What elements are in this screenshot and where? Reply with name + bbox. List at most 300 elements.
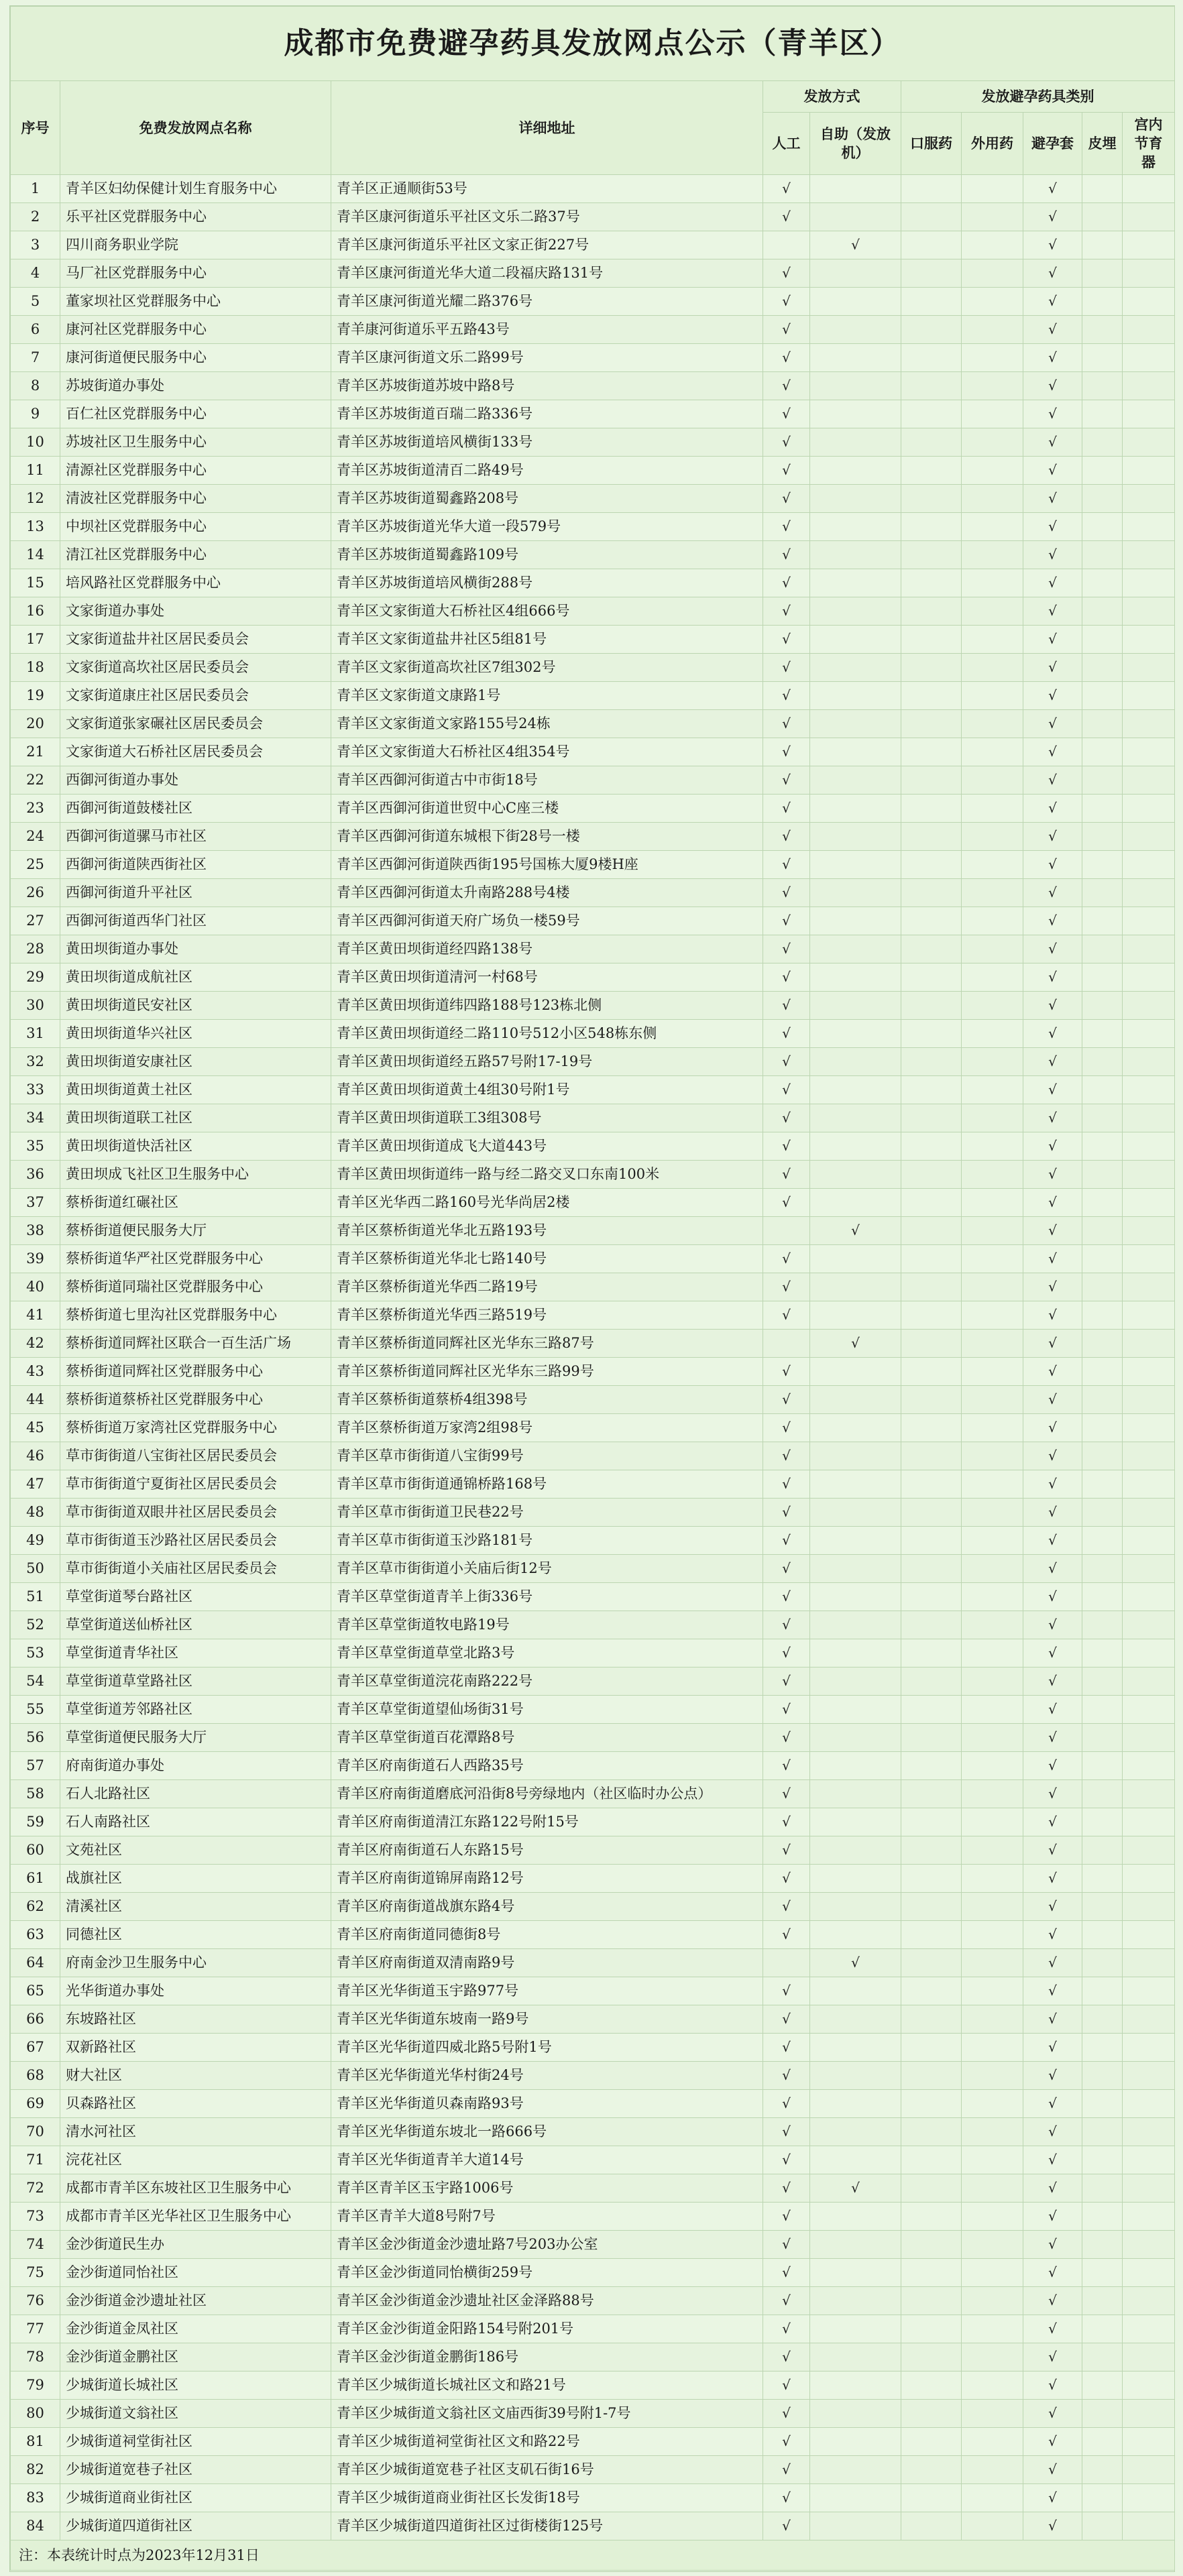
- row-self-service-check: [810, 935, 901, 963]
- row-name: 少城街道宽巷子社区: [60, 2456, 331, 2484]
- row-manual-check: √: [763, 344, 810, 372]
- row-index: 64: [11, 1949, 60, 1977]
- row-self-service-check: [810, 823, 901, 851]
- row-index: 72: [11, 2174, 60, 2203]
- table-row: [11, 1442, 1175, 1470]
- table-row: [11, 1076, 1175, 1104]
- distribution-points-table: [10, 6, 1175, 2571]
- table-row: [11, 2118, 1175, 2146]
- row-condom-check: √: [1023, 2259, 1082, 2287]
- row-iud-check: [1123, 1527, 1175, 1555]
- row-condom-check: √: [1023, 203, 1082, 231]
- row-self-service-check: [810, 1161, 901, 1189]
- row-name: 黄田坝成飞社区卫生服务中心: [60, 1161, 331, 1189]
- row-condom-check: √: [1023, 259, 1082, 288]
- row-name: 清溪社区: [60, 1893, 331, 1921]
- row-self-service-check: [810, 597, 901, 626]
- row-self-service-check: [810, 1836, 901, 1865]
- row-self-service-check: √: [810, 2174, 901, 2203]
- row-oral-check: [901, 1499, 962, 1527]
- row-manual-check: [763, 1330, 810, 1358]
- row-condom-check: √: [1023, 1921, 1082, 1949]
- header-name: 免费发放网点名称: [60, 81, 331, 175]
- row-oral-check: [901, 259, 962, 288]
- row-condom-check: √: [1023, 1499, 1082, 1527]
- row-external-check: [962, 992, 1023, 1020]
- row-address: 青羊区黄田坝街道清河一村68号: [331, 963, 763, 992]
- table-row: [11, 513, 1175, 541]
- row-condom-check: √: [1023, 907, 1082, 935]
- row-address: 青羊区西御河街道世贸中心C座三楼: [331, 795, 763, 823]
- row-self-service-check: [810, 1048, 901, 1076]
- row-implant-check: [1082, 1667, 1123, 1696]
- row-manual-check: √: [763, 851, 810, 879]
- row-manual-check: √: [763, 1161, 810, 1189]
- row-name: 草市街街道双眼井社区居民委员会: [60, 1499, 331, 1527]
- row-external-check: [962, 1414, 1023, 1442]
- row-name: 西御河街道骡马市社区: [60, 823, 331, 851]
- row-self-service-check: [810, 2034, 901, 2062]
- row-manual-check: √: [763, 1977, 810, 2005]
- row-implant-check: [1082, 1470, 1123, 1499]
- row-oral-check: [901, 231, 962, 259]
- row-oral-check: [901, 626, 962, 654]
- row-external-check: [962, 2203, 1023, 2231]
- row-implant-check: [1082, 1104, 1123, 1132]
- row-index: 38: [11, 1217, 60, 1245]
- row-condom-check: √: [1023, 851, 1082, 879]
- row-condom-check: √: [1023, 2512, 1082, 2540]
- row-address: 青羊区草堂街道百花潭路8号: [331, 1724, 763, 1752]
- row-external-check: [962, 1245, 1023, 1273]
- row-condom-check: √: [1023, 2456, 1082, 2484]
- row-implant-check: [1082, 1245, 1123, 1273]
- row-manual-check: √: [763, 1639, 810, 1667]
- row-iud-check: [1123, 795, 1175, 823]
- row-oral-check: [901, 541, 962, 569]
- row-external-check: [962, 1780, 1023, 1808]
- row-manual-check: √: [763, 1414, 810, 1442]
- row-index: 83: [11, 2484, 60, 2512]
- row-index: 20: [11, 710, 60, 738]
- row-address: 青羊区西御河街道天府广场负一楼59号: [331, 907, 763, 935]
- row-name: 少城街道祠堂街社区: [60, 2428, 331, 2456]
- row-index: 16: [11, 597, 60, 626]
- row-index: 65: [11, 1977, 60, 2005]
- row-oral-check: [901, 597, 962, 626]
- row-address: 青羊区黄田坝街道黄土4组30号附1号: [331, 1076, 763, 1104]
- row-external-check: [962, 316, 1023, 344]
- row-address: 青羊区金沙街道金沙遗址路7号203办公室: [331, 2231, 763, 2259]
- row-self-service-check: [810, 992, 901, 1020]
- row-external-check: [962, 288, 1023, 316]
- row-external-check: [962, 851, 1023, 879]
- row-implant-check: [1082, 1499, 1123, 1527]
- row-condom-check: √: [1023, 1132, 1082, 1161]
- row-implant-check: [1082, 2174, 1123, 2203]
- row-condom-check: √: [1023, 879, 1082, 907]
- row-external-check: [962, 2428, 1023, 2456]
- row-name: 草市街街道小关庙社区居民委员会: [60, 1555, 331, 1583]
- row-address: 青羊区草市街街道玉沙路181号: [331, 1527, 763, 1555]
- row-condom-check: √: [1023, 2118, 1082, 2146]
- row-iud-check: [1123, 428, 1175, 457]
- row-iud-check: [1123, 288, 1175, 316]
- row-oral-check: [901, 654, 962, 682]
- row-implant-check: [1082, 1865, 1123, 1893]
- row-oral-check: [901, 1076, 962, 1104]
- row-manual-check: √: [763, 2062, 810, 2090]
- row-name: 府南街道办事处: [60, 1752, 331, 1780]
- row-iud-check: [1123, 1611, 1175, 1639]
- row-index: 68: [11, 2062, 60, 2090]
- row-implant-check: [1082, 879, 1123, 907]
- row-self-service-check: [810, 738, 901, 766]
- header-oral: 口服药: [901, 113, 962, 175]
- row-name: 蔡桥街道华严社区党群服务中心: [60, 1245, 331, 1273]
- row-iud-check: [1123, 2287, 1175, 2315]
- row-oral-check: [901, 2034, 962, 2062]
- row-iud-check: [1123, 2005, 1175, 2034]
- row-name: 黄田坝街道成航社区: [60, 963, 331, 992]
- row-manual-check: √: [763, 1893, 810, 1921]
- row-condom-check: √: [1023, 2203, 1082, 2231]
- row-self-service-check: [810, 1611, 901, 1639]
- row-address: 青羊区康河街道光耀二路376号: [331, 288, 763, 316]
- row-manual-check: √: [763, 2259, 810, 2287]
- row-manual-check: √: [763, 823, 810, 851]
- row-address: 青羊区光华西二路160号光华尚居2楼: [331, 1189, 763, 1217]
- row-self-service-check: [810, 288, 901, 316]
- row-condom-check: √: [1023, 2315, 1082, 2343]
- row-iud-check: [1123, 203, 1175, 231]
- page-title: 成都市免费避孕药具发放网点公示（青羊区）: [11, 7, 1175, 81]
- row-manual-check: √: [763, 1358, 810, 1386]
- row-index: 52: [11, 1611, 60, 1639]
- row-index: 47: [11, 1470, 60, 1499]
- row-condom-check: √: [1023, 1555, 1082, 1583]
- row-condom-check: √: [1023, 2090, 1082, 2118]
- row-oral-check: [901, 2456, 962, 2484]
- row-self-service-check: [810, 400, 901, 428]
- row-index: 5: [11, 288, 60, 316]
- row-index: 55: [11, 1696, 60, 1724]
- row-implant-check: [1082, 2146, 1123, 2174]
- row-implant-check: [1082, 2118, 1123, 2146]
- row-manual-check: √: [763, 879, 810, 907]
- row-external-check: [962, 1583, 1023, 1611]
- row-self-service-check: [810, 1386, 901, 1414]
- row-name: 金沙街道金沙遗址社区: [60, 2287, 331, 2315]
- row-name: 文家街道张家碾社区居民委员会: [60, 710, 331, 738]
- row-self-service-check: [810, 428, 901, 457]
- row-iud-check: [1123, 1273, 1175, 1301]
- row-external-check: [962, 710, 1023, 738]
- row-index: 34: [11, 1104, 60, 1132]
- row-implant-check: [1082, 175, 1123, 203]
- table-row: [11, 1836, 1175, 1865]
- row-name: 文家街道康庄社区居民委员会: [60, 682, 331, 710]
- row-self-service-check: [810, 682, 901, 710]
- table-row: [11, 738, 1175, 766]
- row-iud-check: [1123, 935, 1175, 963]
- table-row: [11, 1104, 1175, 1132]
- row-index: 69: [11, 2090, 60, 2118]
- row-external-check: [962, 2484, 1023, 2512]
- row-iud-check: [1123, 597, 1175, 626]
- row-external-check: [962, 2287, 1023, 2315]
- row-address: 青羊区苏坡街道清百二路49号: [331, 457, 763, 485]
- row-external-check: [962, 1696, 1023, 1724]
- row-implant-check: [1082, 992, 1123, 1020]
- row-condom-check: √: [1023, 1949, 1082, 1977]
- row-name: 西御河街道办事处: [60, 766, 331, 795]
- row-condom-check: √: [1023, 1048, 1082, 1076]
- row-iud-check: [1123, 1076, 1175, 1104]
- row-iud-check: [1123, 2512, 1175, 2540]
- row-implant-check: [1082, 259, 1123, 288]
- row-address: 青羊区草堂街道浣花南路222号: [331, 1667, 763, 1696]
- row-condom-check: √: [1023, 457, 1082, 485]
- row-external-check: [962, 2315, 1023, 2343]
- row-manual-check: √: [763, 738, 810, 766]
- table-row: [11, 231, 1175, 259]
- row-oral-check: [901, 2484, 962, 2512]
- row-external-check: [962, 823, 1023, 851]
- row-index: 76: [11, 2287, 60, 2315]
- row-address: 青羊区府南街道石人东路15号: [331, 1836, 763, 1865]
- row-iud-check: [1123, 1414, 1175, 1442]
- row-implant-check: [1082, 428, 1123, 457]
- row-self-service-check: [810, 2090, 901, 2118]
- row-manual-check: √: [763, 2428, 810, 2456]
- row-external-check: [962, 2372, 1023, 2400]
- row-manual-check: √: [763, 2174, 810, 2203]
- row-iud-check: [1123, 2231, 1175, 2259]
- row-self-service-check: [810, 2118, 901, 2146]
- row-self-service-check: [810, 2231, 901, 2259]
- row-oral-check: [901, 1245, 962, 1273]
- row-implant-check: [1082, 1527, 1123, 1555]
- row-implant-check: [1082, 963, 1123, 992]
- table-row: [11, 597, 1175, 626]
- row-address: 青羊区蔡桥街道光华西二路19号: [331, 1273, 763, 1301]
- row-self-service-check: [810, 1865, 901, 1893]
- row-index: 62: [11, 1893, 60, 1921]
- row-condom-check: √: [1023, 795, 1082, 823]
- row-name: 草堂街道青华社区: [60, 1639, 331, 1667]
- row-iud-check: [1123, 400, 1175, 428]
- row-self-service-check: [810, 1104, 901, 1132]
- row-index: 11: [11, 457, 60, 485]
- row-address: 青羊区黄田坝街道纬一路与经二路交叉口东南100米: [331, 1161, 763, 1189]
- row-external-check: [962, 1977, 1023, 2005]
- row-self-service-check: [810, 654, 901, 682]
- row-address: 青羊区府南街道石人西路35号: [331, 1752, 763, 1780]
- row-self-service-check: [810, 1273, 901, 1301]
- table-row: [11, 1470, 1175, 1499]
- row-condom-check: √: [1023, 1639, 1082, 1667]
- row-name: 乐平社区党群服务中心: [60, 203, 331, 231]
- table-row: [11, 569, 1175, 597]
- row-manual-check: √: [763, 1273, 810, 1301]
- row-address: 青羊区草堂街道望仙场街31号: [331, 1696, 763, 1724]
- row-self-service-check: [810, 1132, 901, 1161]
- row-index: 44: [11, 1386, 60, 1414]
- row-address: 青羊区草堂街道草堂北路3号: [331, 1639, 763, 1667]
- row-oral-check: [901, 2203, 962, 2231]
- row-index: 42: [11, 1330, 60, 1358]
- row-external-check: [962, 963, 1023, 992]
- row-external-check: [962, 1076, 1023, 1104]
- row-name: 清源社区党群服务中心: [60, 457, 331, 485]
- row-implant-check: [1082, 1189, 1123, 1217]
- row-self-service-check: [810, 541, 901, 569]
- row-external-check: [962, 428, 1023, 457]
- row-oral-check: [901, 1358, 962, 1386]
- row-external-check: [962, 1104, 1023, 1132]
- row-name: 康河街道便民服务中心: [60, 344, 331, 372]
- row-iud-check: [1123, 457, 1175, 485]
- row-name: 成都市青羊区东坡社区卫生服务中心: [60, 2174, 331, 2203]
- row-external-check: [962, 1499, 1023, 1527]
- row-oral-check: [901, 1386, 962, 1414]
- row-address: 青羊区康河街道文乐二路99号: [331, 344, 763, 372]
- row-address: 青羊区府南街道战旗东路4号: [331, 1893, 763, 1921]
- row-oral-check: [901, 1132, 962, 1161]
- row-index: 15: [11, 569, 60, 597]
- row-index: 26: [11, 879, 60, 907]
- row-condom-check: √: [1023, 1161, 1082, 1189]
- row-implant-check: [1082, 1611, 1123, 1639]
- table-row: [11, 851, 1175, 879]
- row-address: 青羊区苏坡街道培风横街133号: [331, 428, 763, 457]
- row-iud-check: [1123, 2090, 1175, 2118]
- row-self-service-check: √: [810, 231, 901, 259]
- row-self-service-check: [810, 2456, 901, 2484]
- row-implant-check: [1082, 400, 1123, 428]
- row-self-service-check: [810, 1245, 901, 1273]
- row-name: 光华街道办事处: [60, 1977, 331, 2005]
- row-condom-check: √: [1023, 710, 1082, 738]
- row-self-service-check: [810, 1301, 901, 1330]
- row-condom-check: √: [1023, 2146, 1082, 2174]
- row-condom-check: √: [1023, 1189, 1082, 1217]
- row-address: 青羊区文家街道盐井社区5组81号: [331, 626, 763, 654]
- row-implant-check: [1082, 1921, 1123, 1949]
- row-oral-check: [901, 1442, 962, 1470]
- row-external-check: [962, 2005, 1023, 2034]
- row-implant-check: [1082, 597, 1123, 626]
- row-iud-check: [1123, 316, 1175, 344]
- row-implant-check: [1082, 541, 1123, 569]
- row-index: 48: [11, 1499, 60, 1527]
- row-manual-check: √: [763, 541, 810, 569]
- row-oral-check: [901, 1583, 962, 1611]
- table-row: [11, 1724, 1175, 1752]
- row-self-service-check: [810, 1020, 901, 1048]
- row-address: 青羊区蔡桥街道光华西三路519号: [331, 1301, 763, 1330]
- row-condom-check: √: [1023, 992, 1082, 1020]
- row-self-service-check: [810, 795, 901, 823]
- row-implant-check: [1082, 1048, 1123, 1076]
- row-implant-check: [1082, 1330, 1123, 1358]
- row-condom-check: √: [1023, 2174, 1082, 2203]
- row-oral-check: [901, 1330, 962, 1358]
- row-manual-check: √: [763, 1499, 810, 1527]
- row-address: 青羊区黄田坝街道联工3组308号: [331, 1104, 763, 1132]
- row-condom-check: √: [1023, 2231, 1082, 2259]
- header-index: 序号: [11, 81, 60, 175]
- row-address: 青羊区康河街道乐平社区文家正街227号: [331, 231, 763, 259]
- row-iud-check: [1123, 2456, 1175, 2484]
- row-external-check: [962, 231, 1023, 259]
- table-row: [11, 766, 1175, 795]
- row-address: 青羊区蔡桥街道万家湾2组98号: [331, 1414, 763, 1442]
- table-row: [11, 2315, 1175, 2343]
- row-implant-check: [1082, 2259, 1123, 2287]
- row-external-check: [962, 541, 1023, 569]
- row-name: 浣花社区: [60, 2146, 331, 2174]
- row-name: 百仁社区党群服务中心: [60, 400, 331, 428]
- table-row: [11, 344, 1175, 372]
- row-index: 14: [11, 541, 60, 569]
- row-external-check: [962, 1301, 1023, 1330]
- row-external-check: [962, 2343, 1023, 2372]
- table-row: [11, 1949, 1175, 1977]
- row-iud-check: [1123, 879, 1175, 907]
- row-iud-check: [1123, 1442, 1175, 1470]
- row-manual-check: √: [763, 1583, 810, 1611]
- row-iud-check: [1123, 1977, 1175, 2005]
- table-body: [11, 175, 1175, 2540]
- row-manual-check: √: [763, 626, 810, 654]
- row-external-check: [962, 626, 1023, 654]
- table-row: [11, 1048, 1175, 1076]
- row-iud-check: [1123, 1808, 1175, 1836]
- row-external-check: [962, 654, 1023, 682]
- row-index: 75: [11, 2259, 60, 2287]
- row-manual-check: √: [763, 2315, 810, 2343]
- row-self-service-check: [810, 1076, 901, 1104]
- row-condom-check: √: [1023, 2005, 1082, 2034]
- row-address: 青羊区少城街道长城社区文和路21号: [331, 2372, 763, 2400]
- row-address: 青羊区金沙街道金阳路154号附201号: [331, 2315, 763, 2343]
- row-oral-check: [901, 907, 962, 935]
- row-index: 1: [11, 175, 60, 203]
- row-iud-check: [1123, 1020, 1175, 1048]
- row-address: 青羊区文家街道文康路1号: [331, 682, 763, 710]
- row-self-service-check: [810, 1808, 901, 1836]
- row-oral-check: [901, 738, 962, 766]
- row-self-service-check: [810, 485, 901, 513]
- row-implant-check: [1082, 1836, 1123, 1865]
- row-self-service-check: √: [810, 1949, 901, 1977]
- row-index: 17: [11, 626, 60, 654]
- row-implant-check: [1082, 2315, 1123, 2343]
- row-address: 青羊区蔡桥街道蔡桥4组398号: [331, 1386, 763, 1414]
- row-oral-check: [901, 2005, 962, 2034]
- row-implant-check: [1082, 1808, 1123, 1836]
- row-oral-check: [901, 1639, 962, 1667]
- row-self-service-check: [810, 2146, 901, 2174]
- row-implant-check: [1082, 1161, 1123, 1189]
- row-name: 草堂街道便民服务大厅: [60, 1724, 331, 1752]
- row-index: 50: [11, 1555, 60, 1583]
- row-implant-check: [1082, 372, 1123, 400]
- row-implant-check: [1082, 316, 1123, 344]
- row-implant-check: [1082, 823, 1123, 851]
